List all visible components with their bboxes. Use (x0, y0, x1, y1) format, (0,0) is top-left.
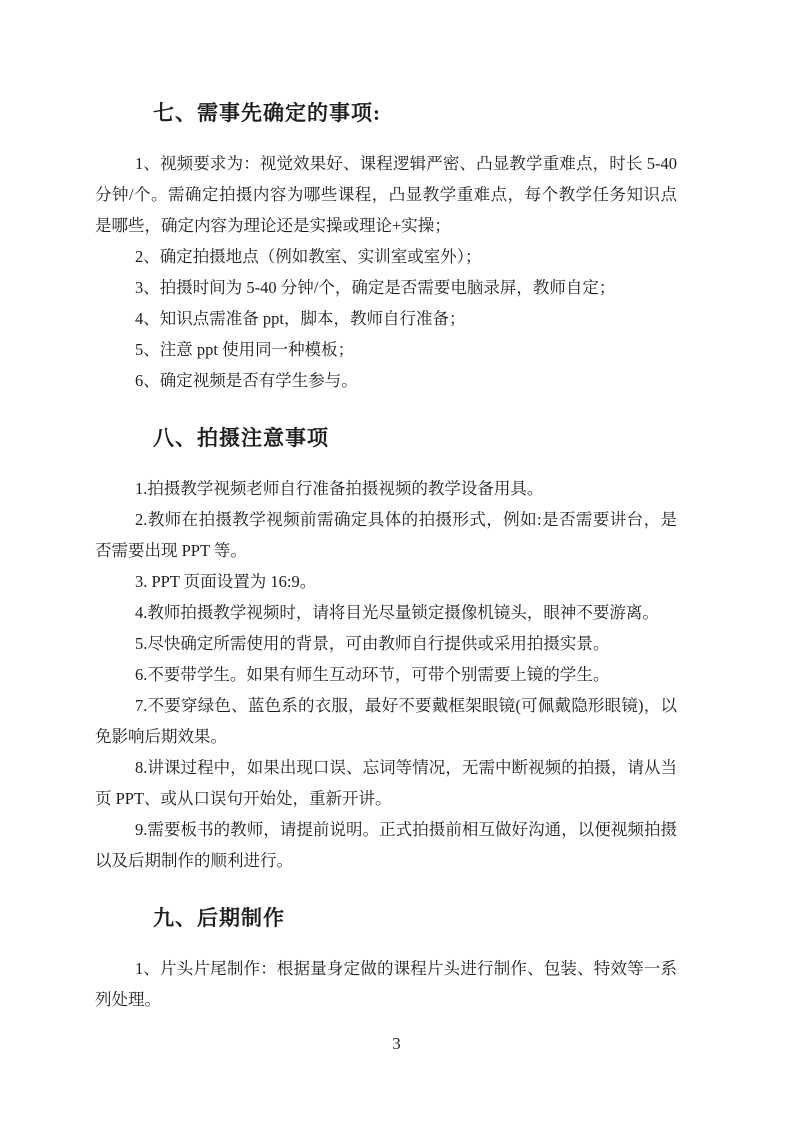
section-7 (95, 98, 677, 396)
section-8-item-9: 9.需要板书的教师，请提前说明。正式拍摄前相互做好沟通，以便视频拍摄以及后期制作的顺利进行。 (95, 820, 677, 870)
section-9 (95, 903, 677, 1015)
section-7-item-2: 2、确定拍摄地点（例如教室、实训室或室外）； (135, 247, 482, 266)
section-8-item-2: 2.教师在拍摄教学视频前需确定具体的拍摄形式，例如:是否需要讲台，是否需要出现 PPT 等。 (95, 510, 677, 560)
section-8-item-5: 5.尽快确定所需使用的背景，可由教师自行提供或采用拍摄实景。 (135, 634, 610, 653)
section-8-heading: 八、拍摄注意事项 (153, 426, 329, 450)
section-7-item-4: 4、知识点需准备 ppt，脚本，教师自行准备； (135, 309, 466, 328)
page-number: 3 (392, 1034, 401, 1053)
section-8-item-1: 1.拍摄教学视频老师自行准备拍摄视频的教学设备用具。 (135, 479, 544, 498)
section-8-item-8: 8.讲课过程中，如果出现口误、忘词等情况，无需中断视频的拍摄，请从当页 PPT、或从口误句开始处，重新开讲。 (95, 758, 677, 808)
document-content (95, 0, 677, 1015)
section-7-item-1: 1、视频要求为：视觉效果好、课程逻辑严密、凸显教学重难点，时长 5-40 分钟/个。需确定拍摄内容为哪些课程，凸显教学重难点，每个教学任务知识点是哪些，确定内容为理论还是实操或理论+实操； (95, 154, 677, 235)
section-8-item-6: 6.不要带学生。如果有师生互动环节，可带个别需要上镜的学生。 (135, 665, 610, 684)
section-8-item-7: 7.不要穿绿色、蓝色系的衣服，最好不要戴框架眼镜(可佩戴隐形眼镜)，以免影响后期效果。 (95, 696, 677, 746)
section-7-item-5: 5、注意 ppt 使用同一种模板； (135, 340, 355, 359)
section-9-heading: 九、后期制作 (153, 906, 285, 930)
section-8 (95, 423, 677, 876)
section-8-item-4: 4.教师拍摄教学视频时，请将目光尽量锁定摄像机镜头，眼神不要游离。 (135, 603, 659, 622)
section-7-item-3: 3、拍摄时间为 5-40 分钟/个，确定是否需要电脑录屏，教师自定； (135, 278, 616, 297)
section-7-item-6: 6、确定视频是否有学生参与。 (135, 371, 358, 390)
section-7-heading: 七、需事先确定的事项: (153, 101, 381, 125)
section-9-item-1: 1、片头片尾制作：根据量身定做的课程片头进行制作、包装、特效等一系列处理。 (95, 959, 677, 1009)
section-8-item-3: 3. PPT 页面设置为 16:9。 (135, 572, 317, 591)
